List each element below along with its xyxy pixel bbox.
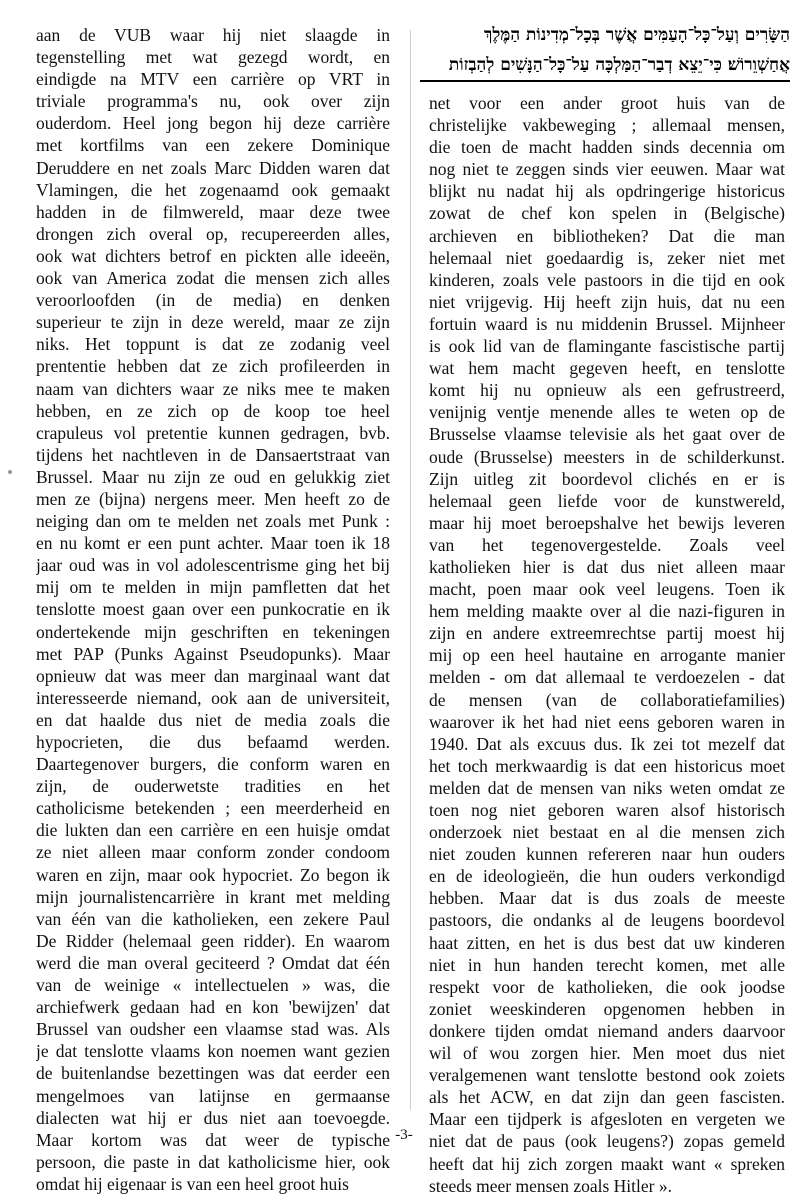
- text-line: komt hij nu opnieuw als een gefrustreerd,: [429, 380, 785, 401]
- column-divider: [410, 30, 411, 1110]
- text-line: neiging dan om te melden net zoals met Punk :: [36, 511, 390, 532]
- text-line: haat zitten, en het is dus best dat uw kinderen: [429, 932, 785, 953]
- text-line: die toen de macht hadden sinds decennia om: [429, 137, 785, 158]
- text-line: melden dat de mensen van niks weten omdat ze: [429, 777, 785, 798]
- text-line: De Ridder (helemaal geen ridder). En waarom: [36, 930, 390, 951]
- text-line: Daartegenover burgers, die conform waren en: [36, 754, 390, 775]
- text-line: respekt voor de katholieken, die ook joodse: [429, 976, 785, 997]
- text-line: 1940. Dat als excuus dus. Ik zei tot mezelf dat: [429, 733, 785, 754]
- text-line: jaar oud was in vol adolescentrisme ging het bij: [36, 555, 390, 576]
- text-line: als het ACW, en dat zijn dan geen fascisten.: [429, 1087, 785, 1108]
- text-line: niet in hun handen terecht komen, met alle: [429, 954, 785, 975]
- text-line: archiefwerk gedaan had en kon 'bewijzen' dat: [36, 997, 390, 1018]
- text-line: opnieuw dat was meer dan marginaal want dat: [36, 665, 390, 686]
- text-line: Brussel. Maar nu zijn ze oud en gelukkig ziet: [36, 466, 390, 487]
- text-line: werd die man overal geciteerd ? Omdat dat één: [36, 952, 390, 973]
- text-line: tegenstelling met wat gezegd wordt, en: [36, 47, 390, 68]
- text-line: ouderdom. Heel jong begon hij deze carrière: [36, 113, 390, 134]
- text-line: mij op een heel hautaine en arrogante manier: [429, 645, 785, 666]
- text-line: nog niet te zeggen sinds vier eeuwen. Maar wat: [429, 159, 785, 180]
- text-line: omdat hij eigenaar is van een heel groot huis: [36, 1173, 349, 1194]
- text-line: de mensen (van de collaboratiefamilies): [429, 689, 785, 710]
- text-line: veralgemenen want tenslotte bestond ook zoiets: [429, 1065, 785, 1086]
- text-line: aan de VUB waar hij niet slaagde in: [36, 25, 390, 45]
- text-line: hadden in de filmwereld, maar deze twee: [36, 201, 390, 222]
- text-line: en dat haalde dus niet de media zoals die: [36, 709, 390, 730]
- text-line: dialecten wat hij er dus niet aan toevoegde.: [36, 1107, 390, 1128]
- text-line: Deruddere en net zoals Marc Didden waren dat: [36, 157, 390, 178]
- text-line: macht, poen maar ook veel leugens. Toen ik: [429, 579, 785, 600]
- text-line: Maar kortom was dat weer de typische: [36, 1129, 390, 1150]
- right-column: [429, 92, 785, 1197]
- text-line: maar hij moet beroepshalve het bewijs leveren: [429, 512, 785, 533]
- text-line: donkere tijden omdat niemand anders daarvoor: [429, 1020, 785, 1041]
- text-line: oude (Brusselse) meesters in de schilderkunst.: [429, 446, 785, 467]
- text-line: het toch merkwaardig is dat een historicus moet: [429, 755, 785, 776]
- text-line: wat hem macht gegeven heeft, en tenslotte: [429, 358, 785, 379]
- text-line: ook wat dichters betrof en pickten alle ideeën,: [36, 245, 390, 266]
- text-line: zoniet weeskinderen opgenomen hebben in: [429, 998, 785, 1019]
- text-line: van de weinige « intellectuelen » was, die: [36, 975, 390, 996]
- text-line: niet dat de paus (ook leugens?) zopas gemeld: [429, 1131, 785, 1152]
- text-line: mij om te melden in mijn pamfletten dat het: [36, 577, 390, 598]
- text-line: is ook lid van de flamingante fascistische partij: [429, 336, 785, 357]
- text-line: persoon, die paste in dat katholicisme hier, ook: [36, 1151, 390, 1172]
- text-line: archieven en bibliotheken? Dat die man: [429, 225, 785, 246]
- text-line: Maar een tijdperk is afgesloten en vergeten we: [429, 1109, 785, 1130]
- hebrew-header: [420, 20, 790, 82]
- text-line: van het tegenovergestelde. Zoals veel: [429, 534, 785, 555]
- left-column: [36, 24, 390, 1195]
- scan-speck: [8, 470, 12, 474]
- text-line: heeft dat hij zich zorgen maakt want « spreken: [429, 1153, 785, 1174]
- page-number: -3-: [395, 1127, 413, 1143]
- text-line: tenslotte moest gaan over een punkocratie en ik: [36, 599, 390, 620]
- text-line: met PAP (Punks Against Pseudopunks). Maar: [36, 643, 390, 664]
- text-line: de buitenlandse bezettingen was dat eerder een: [36, 1063, 390, 1084]
- text-line: Brusselse vlaamse televisie als het gaat over de: [429, 424, 785, 445]
- text-line: tijdens het nachtleven in de Dansaertstraat van: [36, 444, 390, 465]
- text-line: kinderen, zoals vele pastoors in die tijd en ook: [429, 269, 785, 290]
- text-line: ondertekende mijn geschriften en tekeningen: [36, 621, 390, 642]
- text-line: Brussel van oudsher een vlaamse stad was. Als: [36, 1019, 390, 1040]
- text-line: toen nog niet geboren waren alsof historisch: [429, 800, 785, 820]
- text-line: zowat de chef kon spelen in (Belgische): [429, 203, 785, 224]
- text-line: mengelmoes van latijnse en germaanse: [36, 1085, 390, 1106]
- text-line: van één van die katholieken, een zekere Paul: [36, 908, 390, 929]
- text-line: pastoors, die ondanks al de leugens boordevol: [429, 910, 785, 931]
- text-line: veroorloofden (in de media) en denken: [36, 290, 390, 311]
- text-line: triviale programma's nu, ook over zijn: [36, 91, 390, 112]
- text-line: niks. Het toppunt is dat ze zodanig veel: [36, 334, 390, 355]
- text-line: helemaal geen liefde voor de kunstwereld,: [429, 490, 785, 511]
- text-line: christelijke vakbeweging ; allemaal mensen,: [429, 115, 785, 136]
- hebrew-line: הַשָּׂרִים וְעַל־כָּל־הָעַמִּים אֲשֶׁר בְּכָל־מְדִינוֹת הַמֶּלֶךְ: [483, 25, 790, 45]
- text-line: naam van dichters waar ze niks mee te maken: [36, 378, 390, 399]
- text-line: prententie hebben dat ze zich profileerden in: [36, 356, 390, 377]
- text-line: niet vrijgevig. Hij heeft zijn huis, dat nu een: [429, 291, 785, 312]
- text-line: waarover ik het had niet eens geboren waren in: [429, 711, 785, 732]
- text-line: katholieken hier is dat dus niet alleen maar: [429, 556, 785, 577]
- text-line: ze niet alleen maar conform zonder condoom: [36, 842, 390, 863]
- text-line: superieur te zijn in deze wereld, maar ze zijn: [36, 312, 390, 333]
- text-line: waren en zijn, maar ook hypocriet. Zo begon ik: [36, 864, 390, 885]
- text-line: mijn journalistencarrière in krant met melding: [36, 886, 390, 907]
- text-line: hebben, en ze zich op de koop toe heel: [36, 400, 390, 421]
- text-line: crapuleus vol pretentie kunnen gedragen, bvb.: [36, 422, 390, 443]
- text-line: hem melding maakte over al die nazi-figuren in: [429, 601, 785, 622]
- text-line: zijn en andere extreemrechtse partij moest hij: [429, 623, 785, 644]
- text-line: catholicisme betekenden ; een meerderheid en: [36, 798, 390, 819]
- text-line: melden - om dat allemaal te verdoezelen - dat: [429, 667, 785, 688]
- text-line: net voor een ander groot huis van de: [429, 93, 785, 113]
- text-line: fortuin waard is nu middenin Brussel. Mijnheer: [429, 313, 785, 334]
- text-line: interesseerde niemand, ook aan de universiteit,: [36, 687, 390, 708]
- hebrew-line: אֲחַשְׁוֵרוֹשׁ׃ כִּי־יֵצֵא דְבַר־הַמַּלְכָּה עַל־כָּל־הַנָּשִׁים לְהַבְזוֹת: [420, 50, 790, 82]
- text-line: blijkt nu nadat hij als opdringerige historicus: [429, 181, 785, 202]
- text-line: drongen zich overal op, recupereerden alles,: [36, 223, 390, 244]
- text-line: die lukten dan een carrière en een huisje omdat: [36, 820, 390, 841]
- text-line: helemaal niet goedaardig is, zeker niet met: [429, 247, 785, 268]
- text-line: Vlamingen, die het zogenaamd ook gemaakt: [36, 179, 390, 200]
- text-line: niet zouden kunnen refereren naar hun ouders: [429, 844, 785, 865]
- text-line: steeds meer mensen zoals Hitler ».: [429, 1175, 672, 1196]
- text-line: eindigde na MTV een carrière op VRT in: [36, 69, 390, 90]
- text-line: en de ideologieën, die hun ouders verkondigd: [429, 866, 785, 887]
- text-line: Zijn uitleg zit boordevol clichés en er is: [429, 468, 785, 489]
- text-line: ook van America zodat die mensen zich alles: [36, 268, 390, 289]
- text-line: zijn, de ouderwetste tradities en het: [36, 776, 390, 797]
- text-line: onderzoek niet bestaat en al die mensen zich: [429, 822, 785, 843]
- text-line: hypocrieten, die dus befaamd werden.: [36, 732, 390, 752]
- text-line: men ze (bijna) nergens meer. Men heeft zo de: [36, 488, 390, 509]
- text-line: en nu komt er een punt achter. Maar toen ik 18: [36, 533, 390, 554]
- text-line: hebben. Maar dat is dus zoals de meeste: [429, 888, 785, 909]
- text-line: met kortfilms van een zekere Dominique: [36, 135, 390, 156]
- text-line: je dat tenslotte vlaams kon noemen want gezien: [36, 1041, 390, 1062]
- text-line: wil of wou zorgen hier. Men moet dus niet: [429, 1043, 785, 1064]
- text-line: venijnig ventje menende alles te weten op de: [429, 402, 785, 423]
